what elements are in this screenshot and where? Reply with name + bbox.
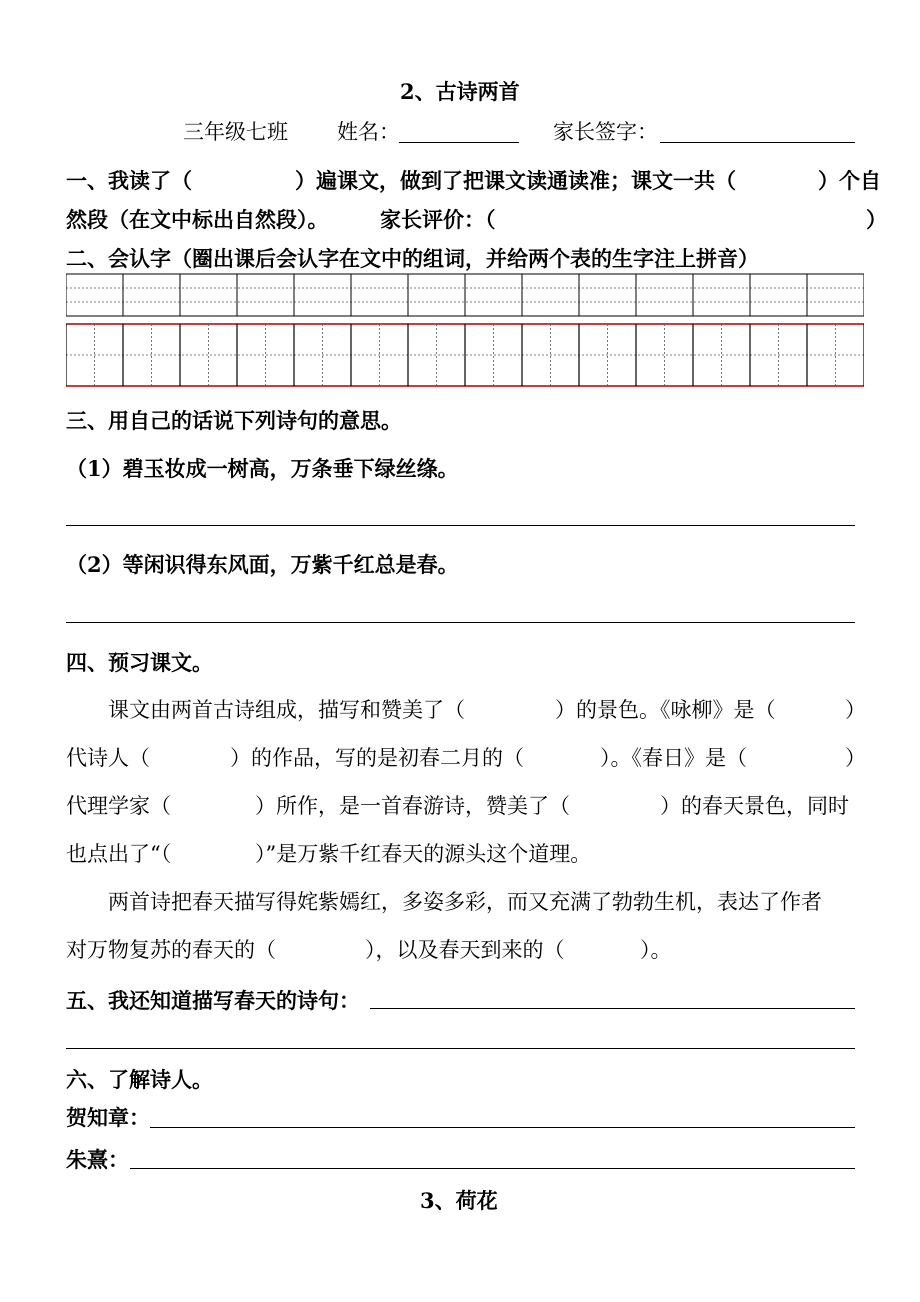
- q4-p1-l3-a: 代理学家（: [66, 794, 171, 818]
- next-lesson-title: 3、荷花: [420, 1188, 498, 1213]
- q1-line1-a: 一、我读了（: [66, 168, 192, 193]
- q6-heading: 六、了解诗人。: [66, 1067, 213, 1092]
- page-title: 2、古诗两首: [400, 79, 520, 104]
- q5-answer-line-1[interactable]: [370, 1008, 855, 1009]
- name-label: 姓名：: [337, 120, 400, 144]
- q3-answer-line-2[interactable]: [66, 622, 855, 623]
- q4-p1-l1-a: 课文由两首古诗组成，描写和赞美了（: [108, 698, 465, 722]
- q4-p1-l2-b: ）的作品，写的是初春二月的（: [230, 746, 524, 770]
- q1-line2-a: 然段（在文中标出自然段）。: [66, 207, 329, 232]
- q4-p2-l2-b: ），以及春天到来的（: [365, 938, 565, 962]
- q3-heading: 三、用自己的话说下列诗句的意思。: [66, 408, 402, 433]
- name-field[interactable]: [399, 142, 519, 143]
- q5-answer-line-2[interactable]: [66, 1048, 855, 1049]
- q3-item1: （1）碧玉妆成一树高，万条垂下绿丝绦。: [66, 456, 459, 481]
- q4-p1-l1-b: ）的景色。《咏柳》是（: [555, 698, 776, 722]
- poet1-label: 贺知章：: [66, 1105, 150, 1130]
- q4-p1-l3-b: ）所作，是一首春游诗，赞美了（: [255, 794, 570, 818]
- q1-line2-c: ）: [866, 207, 887, 232]
- poet2-label: 朱熹：: [66, 1147, 129, 1172]
- q2-heading: 二、会认字（圈出课后会认字在文中的组词，并给两个表的生字注上拼音）: [66, 246, 759, 271]
- q4-p2-l1: 两首诗把春天描写得姹紫嫣红，多姿多彩，而又充满了勃勃生机，表达了作者: [108, 890, 822, 914]
- q4-p1-l4-b: ）”是万紫千红春天的源头这个道理。: [255, 842, 592, 866]
- q4-p1-l4-a: 也点出了“（: [66, 842, 172, 866]
- q3-item2: （2）等闲识得东风面，万紫千红总是春。: [66, 552, 459, 577]
- q4-p1-l2-c: ）。《春日》是（: [600, 746, 747, 770]
- class-name: 三年级七班: [183, 120, 288, 144]
- q4-p2-l2-a: 对万物复苏的春天的（: [66, 938, 276, 962]
- q4-heading: 四、预习课文。: [66, 650, 213, 675]
- q1-line1-b: ）遍课文，做到了把课文读通读准；课文一共（: [295, 168, 736, 193]
- q5-heading: 五、我还知道描写春天的诗句：: [66, 988, 360, 1013]
- q4-p1-l2-a: 代诗人（: [66, 746, 150, 770]
- poet2-answer-line[interactable]: [130, 1168, 855, 1169]
- q4-p2-l2-c: ）。: [640, 938, 672, 962]
- q1-line2-b: 家长评价：（: [380, 207, 496, 232]
- q4-p1-l3-c: ）的春天景色，同时: [660, 794, 849, 818]
- q1-line1-c: ）个自: [818, 168, 881, 193]
- parent-sign-label: 家长签字：: [553, 120, 658, 144]
- pinyin-character-grid[interactable]: [66, 270, 864, 388]
- parent-sign-field[interactable]: [660, 142, 855, 143]
- q4-p1-l2-d: ）: [845, 746, 866, 770]
- q4-p1-l1-c: ）: [845, 698, 866, 722]
- q3-answer-line-1[interactable]: [66, 525, 855, 526]
- poet1-answer-line[interactable]: [150, 1127, 855, 1128]
